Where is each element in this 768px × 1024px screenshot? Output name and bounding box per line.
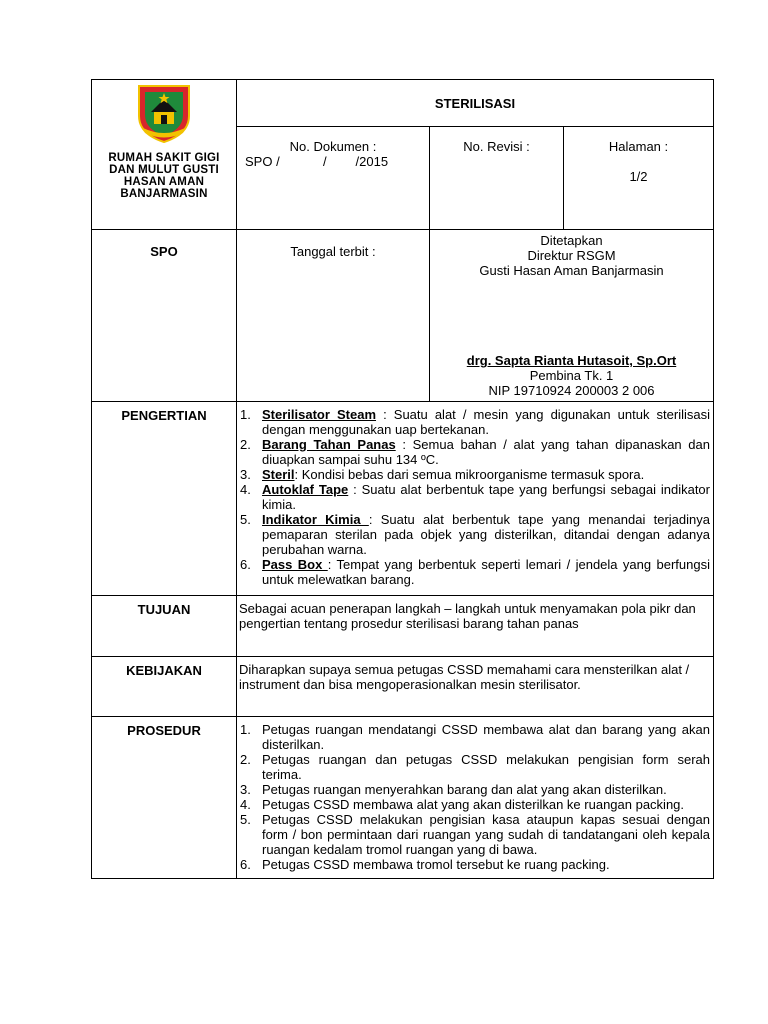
term-name: Steril (262, 467, 295, 482)
document-number-cell (237, 127, 430, 230)
list-item-text: Petugas ruangan menyerahkan barang dan alat yang akan disterilkan. (262, 782, 667, 797)
revision-label: No. Revisi : (463, 139, 530, 154)
page-cell (564, 127, 714, 230)
signatory-nip: NIP 19710924 200003 2 006 (488, 383, 655, 398)
pengertian-list (238, 407, 713, 587)
approval-line-3: Gusti Hasan Aman Banjarmasin (479, 263, 664, 278)
list-item (238, 467, 710, 482)
list-item-text (262, 512, 710, 557)
list-item (238, 722, 710, 752)
issue-date-label: Tanggal terbit : (290, 244, 376, 259)
list-item (238, 752, 710, 782)
revision-cell (430, 127, 564, 230)
term-definition: : Kondisi bebas dari semua mikroorganisme termasuk spora. (294, 467, 645, 482)
list-item-number: 2. (240, 752, 251, 767)
list-item (238, 482, 710, 512)
hospital-seal-icon (129, 82, 199, 144)
term-definition: : Suatu alat berbentuk tape yang menandai terjadinya pemaparan sterilan pada objek yang disterilkan, ditandai dengan adanya perubahan warna. (262, 512, 710, 557)
list-item (238, 512, 710, 557)
term-definition: : Semua bahan / alat yang tahan dipanaskan dan diuapkan sampai suhu 134 ºC. (262, 437, 710, 467)
term-name: Indikator Kimia (262, 512, 369, 527)
hospital-logo (92, 80, 236, 148)
term-definition: : Suatu alat berbentuk tape yang berfungsi sebagai indikator kimia. (262, 482, 710, 512)
list-item-number: 5. (240, 512, 251, 527)
page-label: Halaman : (608, 139, 669, 154)
list-item-number: 4. (240, 482, 251, 497)
spo-label: SPO (92, 230, 237, 402)
hospital-name: RUMAH SAKIT GIGI DAN MULUT GUSTI HASAN AMAN BANJARMASIN (108, 152, 220, 200)
term-name: Sterilisator Steam (262, 407, 377, 422)
list-item (238, 797, 710, 812)
list-item (238, 557, 710, 587)
tujuan-text: Sebagai acuan penerapan langkah – langkah untuk menyamakan pola pikr dan pengertian tentang prosedur sterilisasi barang tahan panas (237, 596, 714, 657)
list-item (238, 812, 710, 857)
list-item-number: 4. (240, 797, 251, 812)
list-item-text: Petugas ruangan dan petugas CSSD melakukan pengisian form serah terima. (262, 752, 710, 782)
list-item-number: 6. (240, 857, 251, 872)
list-item-text: Petugas ruangan mendatangi CSSD membawa alat dan barang yang akan disterilkan. (262, 722, 710, 752)
list-item-text (262, 437, 710, 467)
list-item-text: Petugas CSSD membawa alat yang akan disterilkan ke ruangan packing. (262, 797, 685, 812)
document-number-label: No. Dokumen : (289, 139, 377, 154)
list-item (238, 857, 710, 872)
kebijakan-label: KEBIJAKAN (92, 657, 237, 717)
term-name: Pass Box (262, 557, 328, 572)
list-item-text (262, 407, 710, 437)
issue-date-cell (237, 230, 430, 402)
list-item-text (262, 467, 710, 482)
list-item-number: 3. (240, 467, 251, 482)
approval-cell (430, 230, 714, 402)
term-definition: : Suatu alat / mesin yang digunakan untuk sterilisasi dengan menggunakan uap bertekanan. (262, 407, 710, 437)
prosedur-label: PROSEDUR (92, 717, 237, 879)
list-item-text (262, 482, 710, 512)
list-item (238, 407, 710, 437)
list-item-number: 1. (240, 722, 251, 737)
list-item-text (262, 557, 710, 587)
spo-document-table (91, 79, 714, 879)
term-name: Autoklaf Tape (262, 482, 349, 497)
document-number-value: SPO / / /2015 (245, 154, 389, 169)
list-item-number: 3. (240, 782, 251, 797)
list-item-text: Petugas CSSD melakukan pengisian kasa ataupun kapas sesuai dengan form / bon permintaan dari ruangan yang sudah di tandatangani oleh kepala ruangan kedalam tromol ruangan yang di bawa. (262, 812, 710, 857)
list-item (238, 782, 710, 797)
signatory-rank: Pembina Tk. 1 (529, 368, 614, 383)
approval-line-2: Direktur RSGM (527, 248, 616, 263)
list-item-text: Petugas CSSD membawa tromol tersebut ke ruang packing. (262, 857, 610, 872)
document-title: STERILISASI (237, 80, 714, 127)
pengertian-label: PENGERTIAN (92, 402, 237, 596)
tujuan-label: TUJUAN (92, 596, 237, 657)
term-name: Barang Tahan Panas (262, 437, 396, 452)
prosedur-content (237, 717, 714, 879)
list-item-number: 1. (240, 407, 251, 422)
prosedur-list (238, 722, 713, 872)
list-item (238, 437, 710, 467)
list-item-number: 5. (240, 812, 251, 827)
pengertian-content (237, 402, 714, 596)
approval-line-1: Ditetapkan (540, 233, 603, 248)
page-value: 1/2 (629, 169, 648, 184)
term-definition: : Tempat yang berbentuk seperti lemari / jendela yang berfungsi untuk melewatkan barang. (262, 557, 710, 587)
hospital-header-cell (92, 80, 237, 230)
list-item-number: 2. (240, 437, 251, 452)
list-item-number: 6. (240, 557, 251, 572)
signatory-name: drg. Sapta Rianta Hutasoit, Sp.Ort (466, 353, 677, 368)
kebijakan-text: Diharapkan supaya semua petugas CSSD memahami cara mensterilkan alat / instrument dan bisa mengoperasionalkan mesin sterilisator. (237, 657, 714, 717)
